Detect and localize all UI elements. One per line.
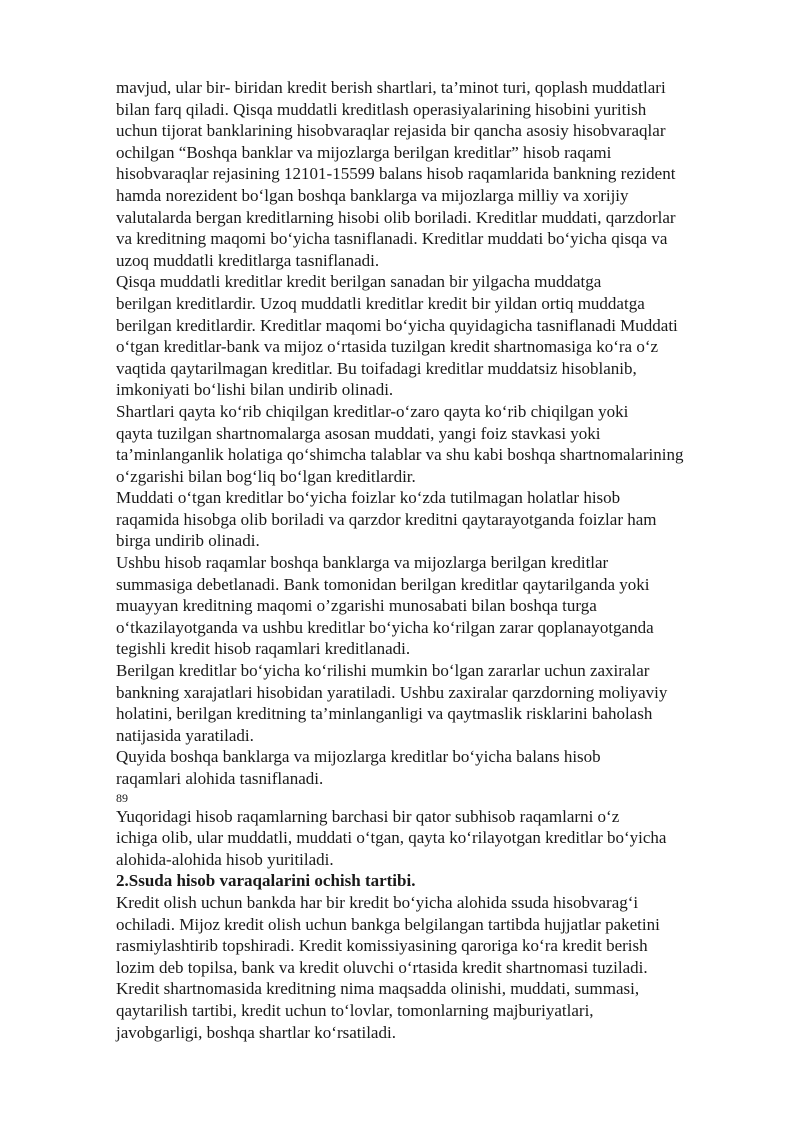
text-line: Muddati o‘tgan kreditlar bo‘yicha foizlar ko‘zda tutilmagan holatlar hisob <box>116 488 621 508</box>
text-line: summasiga debetlanadi. Bank tomonidan berilgan kreditlar qaytarilganda yoki <box>116 574 650 594</box>
text-line: imkoniyati bo‘lishi bilan undirib olinadi. <box>116 380 394 400</box>
text-line: qaytarilish tartibi, kredit uchun to‘lovlar, tomonlarning majburiyatlari, <box>116 1000 594 1020</box>
text-line: bilan farq qiladi. Qisqa muddatli kreditlash operasiyalarining hisobini yuritish <box>116 99 647 119</box>
body-text-block-1 <box>116 77 756 790</box>
text-line: Kredit olish uchun bankda har bir kredit bo‘yicha alohida ssuda hisobvarag‘i <box>116 892 639 912</box>
text-line: Berilgan kreditlar bo‘yicha ko‘rilishi mumkin bo‘lgan zararlar uchun zaxiralar <box>116 661 650 681</box>
text-line: Quyida boshqa banklarga va mijozlarga kreditlar bo‘yicha balans hisob <box>116 747 601 767</box>
text-line: o‘zgarishi bilan bog‘liq bo‘lgan kreditlardir. <box>116 466 416 486</box>
text-line: hamda norezident bo‘lgan boshqa banklarga va mijozlarga milliy va xorijiy <box>116 185 629 205</box>
text-line: birga undirib olinadi. <box>116 531 260 551</box>
text-line: natijasida yaratiladi. <box>116 725 254 745</box>
text-line: Shartlari qayta ko‘rib chiqilgan kreditlar-o‘zaro qayta ko‘rib chiqilgan yoki <box>116 401 629 421</box>
text-line: javobgarligi, boshqa shartlar ko‘rsatiladi. <box>116 1022 396 1042</box>
text-line: Yuqoridagi hisob raqamlarning barchasi bir qator subhisob raqamlarni o‘z <box>116 806 620 826</box>
text-line: vaqtida qaytarilmagan kreditlar. Bu toifadagi kreditlar muddatsiz hisoblanib, <box>116 358 637 378</box>
body-text-block-3 <box>116 892 756 1043</box>
document-page <box>116 77 756 1043</box>
text-line: berilgan kreditlardir. Kreditlar maqomi bo‘yicha quyidagicha tasniflanadi Muddati <box>116 315 678 335</box>
text-line: Qisqa muddatli kreditlar kredit berilgan sanadan bir yilgacha muddatga <box>116 272 602 292</box>
text-line: o‘tkazilayotganda va ushbu kreditlar bo‘yicha ko‘rilgan zarar qoplanayotganda <box>116 617 654 637</box>
text-line: alohida-alohida hisob yuritiladi. <box>116 849 334 869</box>
text-line: ichiga olib, ular muddatli, muddati o‘tgan, qayta ko‘rilayotgan kreditlar bo‘yicha <box>116 828 667 848</box>
text-line: ochiladi. Mijoz kredit olish uchun bankga belgilangan tartibda hujjatlar paketini <box>116 914 660 934</box>
text-line: lozim deb topilsa, bank va kredit oluvchi o‘rtasida kredit shartnomasi tuziladi. <box>116 957 648 977</box>
text-line: va kreditning maqomi bo‘yicha tasniflanadi. Kreditlar muddati bo‘yicha qisqa va <box>116 229 668 249</box>
text-line: raqamlari alohida tasniflanadi. <box>116 769 324 788</box>
text-line: ochilgan “Boshqa banklar va mijozlarga berilgan kreditlar” hisob raqami <box>116 142 612 162</box>
text-line: tegishli kredit hisob raqamlari kreditlanadi. <box>116 639 411 659</box>
text-line: mavjud, ular bir- biridan kredit berish shartlari, ta’minot turi, qoplash muddatlari <box>116 78 666 97</box>
page-number: 89 <box>116 790 128 805</box>
text-line: qayta tuzilgan shartnomalarga asosan muddati, yangi foiz stavkasi yoki <box>116 423 601 443</box>
text-line: muayyan kreditning maqomi o’zgarishi munosabati bilan boshqa turga <box>116 596 597 616</box>
text-line: uchun tijorat banklarining hisobvaraqlar rejasida bir qancha asosiy hisobvaraqlar <box>116 121 666 141</box>
body-text-block-2 <box>116 806 756 871</box>
text-line: hisobvaraqlar rejasining 12101-15599 balans hisob raqamlarida bankning rezident <box>116 164 676 184</box>
text-line: holatini, berilgan kreditning ta’minlanganligi va qaytmaslik risklarini baholash <box>116 704 653 724</box>
text-line: ta’minlanganlik holatiga qo‘shimcha talablar va shu kabi boshqa shartnomalarining <box>116 445 684 465</box>
text-line: Kredit shartnomasida kreditning nima maqsadda olinishi, muddati, summasi, <box>116 979 640 999</box>
text-line: uzoq muddatli kreditlarga tasniflanadi. <box>116 250 380 270</box>
text-line: bankning xarajatlari hisobidan yaratiladi. Ushbu zaxiralar qarzdorning moliyaviy <box>116 682 668 702</box>
section-heading: 2.Ssuda hisob varaqalarini ochish tartibi. <box>116 871 416 891</box>
text-line: rasmiylashtirib topshiradi. Kredit komissiyasining qaroriga ko‘ra kredit berish <box>116 936 648 956</box>
text-line: raqamida hisobga olib boriladi va qarzdor kreditni qaytarayotganda foizlar ham <box>116 509 657 529</box>
text-line: o‘tgan kreditlar-bank va mijoz o‘rtasida tuzilgan kredit shartnomasiga ko‘ra o‘z <box>116 337 659 357</box>
text-line: Ushbu hisob raqamlar boshqa banklarga va mijozlarga berilgan kreditlar <box>116 553 609 573</box>
text-line: valutalarda bergan kreditlarning hisobi olib boriladi. Kreditlar muddati, qarzdorlar <box>116 207 676 227</box>
text-line: berilgan kreditlardir. Uzoq muddatli kreditlar kredit bir yildan ortiq muddatga <box>116 293 645 313</box>
